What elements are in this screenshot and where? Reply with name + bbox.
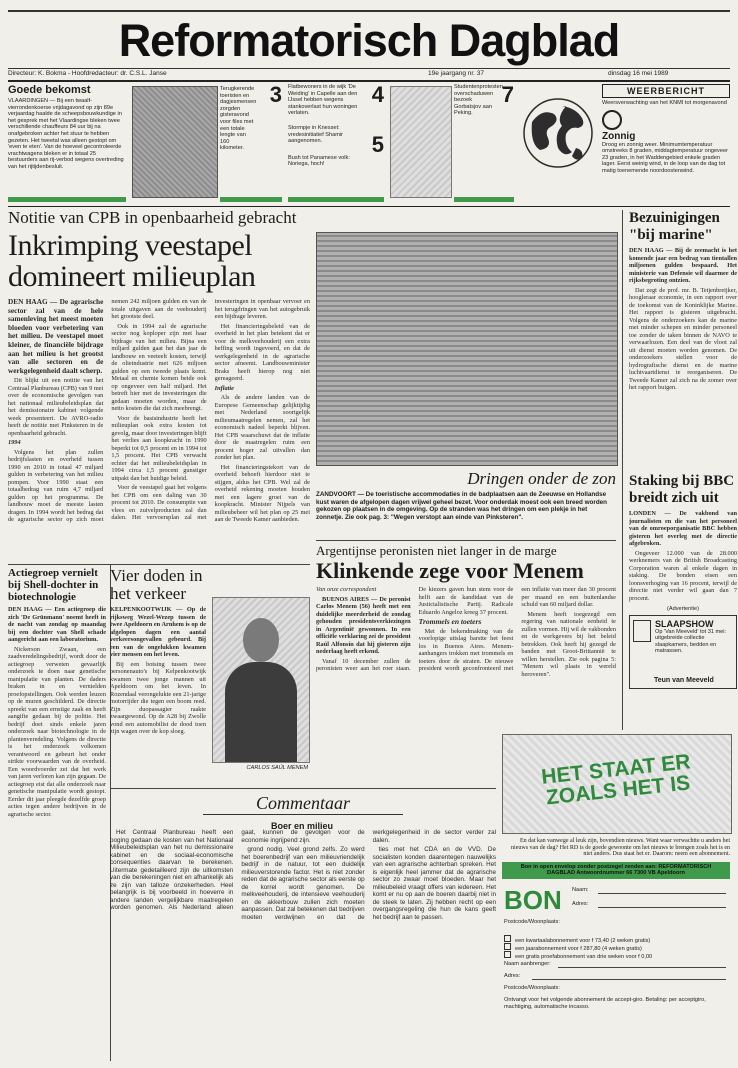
bon-option-label: een jaarabonnement voor f 287,80 (4 weken gratis) <box>515 945 642 952</box>
argentina-story[interactable] <box>316 540 616 767</box>
teaser-students[interactable] <box>454 84 514 202</box>
accident-text: Bij een botsing tussen twee personenauto's bij Kelpenkootwijk kwamen twee jonge mannen uit Apeldoorn om het leven. In Rozendaal verongelukte een 21-jarige motorrijder die tegen een boom reed. Zijn duopassagier raakte zwaargewond. Op de A28 bij Zwolle vond een automobilist de dood toen zijn wagen over de kop sloeg. <box>110 660 206 735</box>
teaser-green-bar <box>220 197 282 202</box>
actiegroep-headline: Actiegroep vernielt bij Shell-dochter in biotechnologie <box>8 567 99 603</box>
commentary[interactable] <box>110 788 496 1061</box>
lead-body <box>8 298 310 560</box>
bed-icon <box>633 620 651 642</box>
argentina-paragraph: Met de bekendmaking van de voorlopige uitslag barstte het feest los in Buenos Aires. Menem-aanhangers trokken met trommels en toeters door de straten. De nieuwe president wordt geconfronteerd met een inflatie van meer dan 30 procent per maand en een buitenlandse schuld van 60 miljard dollar. <box>418 586 616 672</box>
teaser-strip <box>8 80 730 207</box>
menem-body <box>225 662 297 762</box>
bon-name-field[interactable] <box>598 893 726 894</box>
actiegroep-text: Nickerson Zwaan, een zaadveredelingsbedrijf, wordt door de actiegroep verweten gevaarlijk onderzoek te doen naar genetische manipulatie van planten. De daders braken in en vernielden proefopstellingen. Ook werden leuzen op de muren geschilderd. De directie spreekt van een ernstige zaak en heeft aangifte gedaan bij de politie. Het bedrijf doet sinds enkele jaren onderzoek naar biotechnologie in de plantenveredeling. Volgens de directie is het onderzoek volkomen verantwoord en gebeurt het onder strikte voorwaarden van de overheid. Een woordvoerder zei dat het werk van jaren verloren kan zijn gegaan. De actiegroep eist dat alle onderzoek naar genetische manipulatie wordt gestopt. Eerder dit jaar pleegde dezelfde groep acties tegen andere bedrijven in de agrarische sector. <box>8 645 106 818</box>
slaapshow-ad[interactable] <box>629 615 737 689</box>
bbc-headline[interactable]: Staking bij BBC breidt zich uit <box>629 473 735 506</box>
bon-address-label: Adres: <box>572 900 589 907</box>
traffic-photo <box>132 86 218 198</box>
globe-icon <box>518 88 598 198</box>
masthead-top-rule <box>8 10 730 12</box>
menem-head <box>243 618 279 662</box>
commentary-body <box>110 829 496 1051</box>
promo-title: HET STAAT ER ZOALS HET IS <box>540 750 692 810</box>
commentary-title: Boer en milieu <box>270 821 333 831</box>
argentina-paragraph: BUENOS AIRES — De peronist Carlos Menem (56) heeft met een duidelijke meerderheid de zondag gehouden presidentsverkiezingen in Argentinië gewonnen. In een officiële verklaring zei de president Raúl Alfonsín dat hij gisteren zijn nederlaag heeft erkend. <box>316 595 411 655</box>
promo-text: En dat kan vanwege al leuk zijn, bovendien nieuws. Want waar verwachtte u anders het nieuws van de dag? Het RD is de goede gewoonte om het nieuws te brengen zoals het is en niet anders. Dus staat het er. Daarom: neem een abonnement. <box>511 838 730 858</box>
argentina-paragraph: Vanaf 10 december zullen de peronisten weer aan het roer staan. De kiezers gaven hun stem voor de helft aan de kandidaat van de Justicialistische Partij. Radicale Eduardo Angeloz kreeg 37 procent. <box>316 586 514 672</box>
masthead <box>8 6 730 78</box>
teaser-heading: Goede bekomst <box>8 84 91 96</box>
teaser-number-5: 5 <box>371 132 384 157</box>
lead-headline: Inkrimping veestapel domineert milieuplan <box>8 229 256 293</box>
teaser-text: Studentenprotesten overschaduwen bezoek Gorbatsjov aan Peking. <box>454 84 503 117</box>
weather-sun-icon <box>602 110 622 130</box>
bon-form[interactable] <box>502 881 730 1041</box>
bon-title: BON <box>504 884 562 915</box>
accident-story[interactable] <box>110 564 310 785</box>
bbc-text: Ongeveer 12.000 van de 28.000 werknemers van de British Broadcasting Corporation waren al enkele dagen in staking. De bonden eisen een loonsverhoging van 16 procent, terwijl de directie niet verder wil gaan dan 7 procent. <box>629 549 737 602</box>
argentina-kicker: Argentijnse peronisten niet langer in de marge <box>316 543 557 558</box>
lead-paragraph: Als de andere landen van de Europese Gemeenschap gelijktijdig met Nederland soortgelijk milieumaatregelen nemen, zal het economisch nadeel beperkt blijven. Het CPB waarschuwt dat de inflatie door de maatregelen ruim een procent hoger zal uitvallen dan zonder het plan. <box>214 394 310 461</box>
commentary-paragraph: Het Centraal Planbureau heeft een poging gedaan de kosten van het Nationaal Milieubeleidsplan van het nu demissionaire kabinet en de sociaal-economische consequenties daarvan te berekenen. Uitermate gedetailleerd zijn de uitkomsten van die berekeningen niet en afhankelijk als ze zijn van talloze onzekerheden. Heel belangrijk is bij voorbeeld in hoeverre in andere landen vergelijkbare maatregelen worden genomen. Als Nederland alleen gaat, kunnen de gevolgen voor de economie ingrijpend zijn. <box>110 829 365 911</box>
lead-paragraph: Ook in 1994 zal de agrarische sector nog koploper zijn met haar bijdrage van het milieu. Bijna een miljard gulden gaat het dan jaar de landbouw en veeteelt kosten, terwijl de olieindustrie met 626 miljoen gulden op een tweede plaats komt. Metaal en chemie komen beide ook op ongeveer een half miljard. Het betreft hier met de investeringen die gedaan moeten worden, maar de netto kosten die dat zich meebrengt. <box>111 322 207 412</box>
lead-paragraph: Voor de basisindustrie heeft het milieuplan ook extra kosten tot gevolg, maar door investeringen blijft het verlies aan koopkracht in 1990 beperkt tot 0,5 procent en in 1994 tot 1,5 procent. Het CPB verwacht echter dat het milieubeleidsplan in 1994 circa 1,5 procent gunstiger uitpakt dan het huidige beleid. <box>111 414 207 482</box>
teaser-text: Terugkerende toeristen en dagjesmensen zorgden gisteravond voor files met een totale lengte van 160 kilometer. <box>220 86 257 152</box>
weather-sub: Weersverwachting van het KNMI tot morgenavond <box>602 100 727 106</box>
bon-sponsor-label: Naam aanbrenger: <box>504 960 551 967</box>
teaser-list[interactable] <box>288 84 384 202</box>
teaser-number: 7 <box>501 82 514 107</box>
masthead-volume: 19e jaargang nr. 37 <box>428 70 485 77</box>
masthead-title: Reformatorisch Dagblad <box>118 15 620 66</box>
ad-title: SLAAPSHOW <box>655 618 714 629</box>
marine-headline[interactable]: Bezuinigingen "bij marine" <box>629 210 720 243</box>
bon-postcode-label: Postcode/Woonplaats: <box>504 918 560 925</box>
bon-option-label: een gratis proefabonnement van drie weken voor f 0,00 <box>515 953 653 960</box>
argentina-byline: Van onze correspondent <box>316 586 377 593</box>
teaser-item-6: Bush tot Panamese volk: Noriega, hoch! <box>288 154 350 168</box>
teaser-green-bar <box>8 197 126 202</box>
commentary-label: Commentaar <box>203 793 403 815</box>
bon-name-label: Naam: <box>572 886 589 893</box>
marine-body <box>629 247 737 469</box>
ad-tag: (Advertentie) <box>666 606 700 612</box>
accident-headline: Vier doden in het verkeer <box>110 566 203 603</box>
teaser-item-4: Flatbewoners in de wijk 'De Weiding' in Capelle aan den IJssel hebben wegens stankoverlast hun woningen verlaten. <box>288 84 358 117</box>
bon-sponsor-addr-label: Adres: <box>504 972 521 979</box>
kremlin-photo <box>390 86 452 198</box>
bon-option-label: een kwartaalabonnement voor f 73,40 (2 weken gratis) <box>515 937 651 944</box>
teaser-green-bar <box>454 197 514 202</box>
masthead-bottom-rule <box>8 68 730 69</box>
right-column <box>622 210 737 730</box>
menem-photo <box>212 597 310 763</box>
bon-sponsor-pc-label: Postcode/Woonplaats: <box>504 984 560 991</box>
bon-sponsor-addr-field[interactable] <box>532 979 726 980</box>
beach-photo <box>316 232 618 466</box>
lead-subhead: 1994 <box>8 439 21 447</box>
lead-paragraph: Volgens het plan zullen bedrijfslasten en overheid tussen 1990 en 2010 in totaal 47 miljard gulden in verbetering van het milieu pompen. Voor 1990 staat een totaalbedrag van ruim 4,7 miljard gulden op het programma. De landbouw moet de meeste lasten dragen. In 1994 wordt het bedrag dat de agrarische sector op zich moet nemen 242 miljoen gulden en van de totale uitgaven aan de veehouderij het grootste deel. <box>8 298 207 524</box>
weather-box[interactable] <box>602 84 730 202</box>
lead-intro: DEN HAAG — De agrarische sector zal van de hele samenleving het meest moeten bloeden voor verbetering van het milieu. De veestapel moet kleiner, de financiële bijdrage aan het milieu is het grootst van alle sectoren en de werkgelegenheid daalt scherp. <box>8 298 104 375</box>
teaser-traffic[interactable] <box>220 84 282 202</box>
lead-paragraph: Voor de veestapel gaat het volgens het CPB om een daling van 30 procent tot 2010. De consumptie van vlees en zuivelproducten zal dan dalen. Het vervoersplan zal met investeringen in openbaar vervoer en het terugdringen van het autogebruik een bijdrage leveren. <box>111 298 310 521</box>
masthead-directors: Directeur: K. Bokma - Hoofdredacteur: dr. C.S.L. Janse <box>8 70 167 77</box>
argentina-subhead: Trommels en toeters <box>418 617 482 626</box>
checkbox-icon[interactable] <box>504 951 511 958</box>
commentary-paragraph: grond nodig. Veel grond zelfs. Zo werd het boerenbedrijf van een milieuvriendelijk bedrijf in de natuur, tot een duidelijk milieuverstorende factor. Het is niet zonder reden dat de agrarische sector als eerste op de korrel wordt genomen. De melkveehouderij, de intensieve veehouderij en de akkerbouw zullen zich moeten aanpassen. Dat zal betekenen dat bedrijven moeten verdwijnen en dat de werkgelegenheid in de sector verder zal dalen. <box>241 829 496 921</box>
commentary-paragraph: ties met het CDA en de VVD. De socialisten konden daarentegen nauwelijks van een agrarische achterban spreken. Het is eigenlijk heel jammer dat de agrarische sector zo zwaar moet bloeden. Maar het milieubeleid vraagt offers van iedereen. Het komt er nu op aan de boeren daarbij niet in de steek te laten. Zij hebben recht op een overgangsregeling die hun de kans geeft het bedrijf aan te passen. <box>372 846 496 921</box>
teaser-text: VLAARDINGEN — Bij een twaalf-vierrondenkoerse vrijdagavond op zijn 89e verjaardag haalde de scheepsbouwkundige in het gesprek met het Vlaardingse bleken twee verschillende chauffeurs 84 uur bij na onafgebroken achter het stuur te hebben gezeten. Het tweetal was alleen gestopt om 'even te eten'. Van de hoeveel gecontroleerde vrachtwagens bleken er in totaal 25 bestuurders aan rij-verbod wegens overtreding van het rijtijdenbesluit. <box>8 98 124 170</box>
marine-text: Dat zegt de prof. mr. B. Tetjenbreijker, hoogleraar economie, in een rapport over de toekomst van de Koninklijke Marine. Het rapport is gisteren uitgebracht. Volgens de onderzoekers kan de marine met minder schepen en minder personeel toe zonder de taken binnen de NAVO te verwaarlozen. Een deel van de vloot zal uit dienst moeten worden genomen. De onderzoekers stellen voor de hydrografische dienst en de marine luchtvaartdienst te reorganiseren. De Tweede Kamer zal zich na de zomer over het rapport buigen. <box>629 286 737 391</box>
bon-payment: Ontvangt voor het volgende abonnement de accept-giro. Betaling: per acceptgiro, machtiging, automatische incasso. <box>504 996 706 1010</box>
lead-story[interactable] <box>8 208 310 560</box>
ad-text: Op 'Van Meeveld' tot 31 mei: uitgebreide collectie slaapkamers, bedden en matrassen. <box>655 628 727 655</box>
globe-logo <box>518 88 598 198</box>
teaser-green-bar <box>288 197 384 202</box>
argentina-headline: Klinkende zege voor Menem <box>316 558 584 583</box>
lead-paragraph: Dit blijkt uit een notitie van het Centraal Planbureau (CPB) van 9 mei over de economische gevolgen van het nationaal milieubeleidsplan dat het demissionaire kabinet volgende week presenteert. De AVRO-radio heeft de notitie met Pinksteren in de openbaarheid gebracht. <box>8 377 104 437</box>
lead-paragraph: Het financieringsbeleid van de overheid in het plan betekent dat er voor de melkveehouderij een extra heffing wordt ingevoerd, en dat de werkgelegenheid in de agrarische sector afneemt. Landbouwminister Braks heeft hierop nog niet gereageerd. <box>214 322 310 382</box>
menem-caption: CARLOS SAÚL MENEM <box>246 765 308 771</box>
teaser-number: 3 <box>269 82 282 107</box>
promo-banner <box>502 734 732 834</box>
beach-caption: ZANDVOORT — De toeristische accommodaties in de badplaatsen aan de Zeeuwse en Hollandse kust waren de afgelopen dagen vrijwel geheel bezet. Voor onderdak moest ook een breed worden gekozen op plaatsen in de omgeving. Op de stranden was het dringen om een plekje in het zonnetje. Zie ook pag. 3: "Wegen verstopt aan einde van Pinksteren". <box>316 491 608 521</box>
weather-header: WEERBERICHT <box>602 84 730 98</box>
accident-intro: KELPENKOOTWIJK — Op de rijksweg Wezel-Wezep tussen de twee Apeldoorn en Arnhem is op de afgelopen dagen een aantal verkeersongevallen gebeurd. Bij een van de ongelukken kwamen vier mensen om het leven. <box>110 606 206 658</box>
bon-address-field[interactable] <box>598 907 726 908</box>
lead-paragraph: Het financieringstekort van de overheid behoeft hierdoor niet te stijgen, aldus het CPB. Wel zal de overheid rekening moeten houden met een lagere groei van de koopkracht. Minister Nijpels van milieubeheer wil het plan op 25 mei aan de Tweede Kamer aanbieden. <box>214 463 310 523</box>
weather-text: Droog en zonnig weer. Minimumtemperatuur omstreeks 8 graden, middagtemperatuur ongeveer 23 graden, in het Waddengebied enkele graden lager. Eerst weinig wind, in de loop van de dag tot matig toenemende noordoostenwind. <box>602 141 728 174</box>
bbc-intro: LONDEN — De vakbond van journalisten en die van het personeel van de omroeporganisatie BBC hebben gisteren het overleg met de directie afgebroken. <box>629 510 737 547</box>
promo-block <box>502 734 730 1060</box>
promo-band: Bon in open envelop zonder postzegel zenden aan: REFORMATORISCH DAGBLAD Antwoordnummer 66 7300 VB Apeldoorn <box>502 862 730 879</box>
beach-caption-title: Dringen onder de zon <box>467 469 616 488</box>
teaser-goede-bekomst[interactable] <box>8 84 126 202</box>
bon-sponsor-field[interactable] <box>558 967 726 968</box>
argentina-paragraph: Menem heeft toegezegd een regering van nationale eenheid te zullen vormen. Hij wil de vakbonden en de werkgevers bij het beleid betrekken. Ook heeft hij gezegd de banden met Groot-Brittannië te willen herstellen. Zie ook pagina 5: "Menem wil plaats in wereld heroveren". <box>521 610 616 678</box>
bbc-body <box>629 510 737 602</box>
teaser-number-4: 4 <box>371 82 384 107</box>
masthead-date: dinsdag 16 mei 1989 <box>608 70 669 77</box>
accident-body <box>110 606 206 774</box>
lead-kicker: Notitie van CPB in openbaarheid gebracht <box>8 208 297 227</box>
weather-title: Zonnig <box>602 130 636 142</box>
teaser-item-5: Stormpje in Knesset: vredesinitiatief Shamir aangenomen. <box>288 124 344 145</box>
marine-intro: DEN HAAG — Bij de zeemacht is het komende jaar een bedrag van tientallen miljoenen gulden bespaard. Het ministerie van Defensie wil daarmee de rijksbegroting ontzien. <box>629 247 737 284</box>
actiegroep-body <box>8 606 106 1036</box>
actiegroep-story[interactable] <box>8 564 111 1061</box>
beach-photo-block[interactable] <box>316 232 616 536</box>
lead-subhead: Inflatie <box>214 384 234 392</box>
ad-brand: Teun van Meeveld <box>654 676 714 684</box>
actiegroep-intro: DEN HAAG — Een actiegroep die zich 'De Grünmann' noemt heeft in de nacht van zondag op maandag bij een dochter van Shell schade aangericht aan een laboratorium. <box>8 606 106 643</box>
